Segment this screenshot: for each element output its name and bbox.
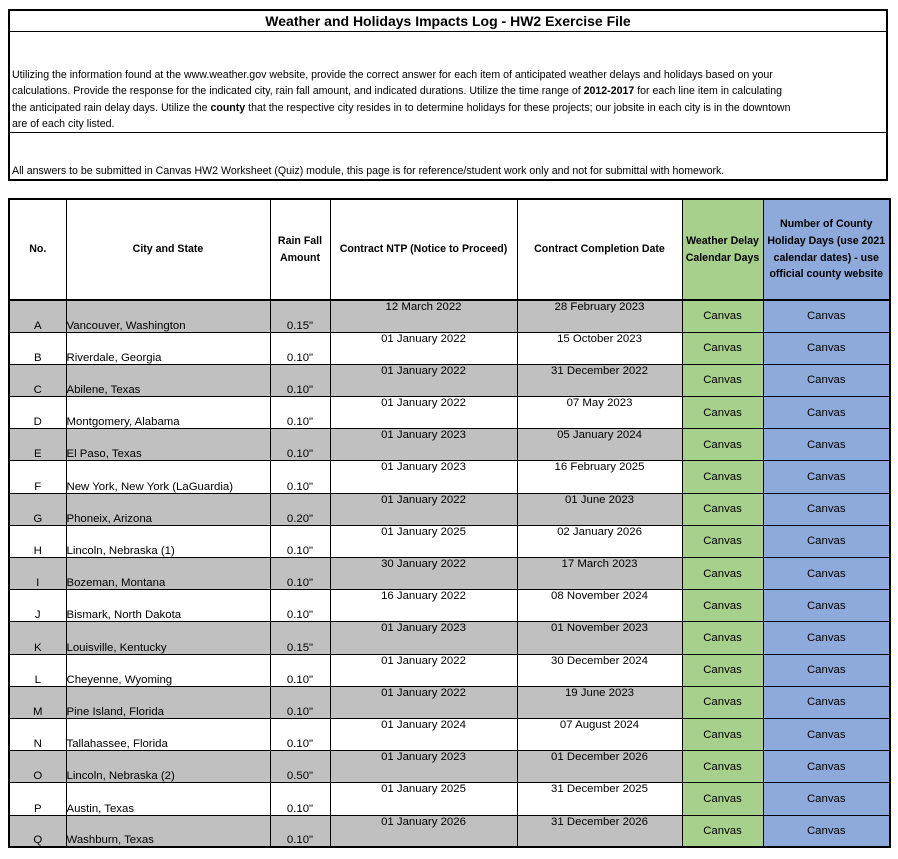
cell-weather-delay: Canvas	[682, 558, 763, 590]
instructions-line-1: Utilizing the information found at the www.weather.gov website, provide the correct answer for each item of anticipated weather delays and holidays based on your	[12, 69, 773, 81]
table-row	[9, 783, 890, 815]
instructions-line-3-end: that the respective city resides in to determine holidays for these projects; our jobsite in each city is in the downtown	[245, 101, 791, 114]
cell-holiday-days: Canvas	[763, 332, 890, 364]
cell-holiday-days: Canvas	[763, 558, 890, 590]
cell-no: D	[9, 397, 66, 429]
cell-rain: 0.10"	[270, 461, 330, 493]
table-row	[9, 429, 890, 461]
cell-ntp: 16 January 2022	[330, 590, 517, 622]
cell-completion: 01 June 2023	[517, 493, 682, 525]
cell-holiday-days: Canvas	[763, 815, 890, 847]
table-row	[9, 364, 890, 396]
header-no: No.	[9, 199, 66, 300]
cell-rain: 0.10"	[270, 718, 330, 750]
cell-weather-delay: Canvas	[682, 783, 763, 815]
cell-rain: 0.50"	[270, 751, 330, 783]
cell-no: G	[9, 493, 66, 525]
table-row	[9, 622, 890, 654]
cell-holiday-days: Canvas	[763, 461, 890, 493]
cell-ntp: 01 January 2022	[330, 686, 517, 718]
divider	[10, 132, 886, 133]
cell-holiday-days: Canvas	[763, 429, 890, 461]
cell-no: M	[9, 686, 66, 718]
cell-ntp: 01 January 2026	[330, 815, 517, 847]
cell-rain: 0.10"	[270, 397, 330, 429]
cell-holiday-days: Canvas	[763, 397, 890, 429]
cell-city: New York, New York (LaGuardia)	[66, 461, 270, 493]
instructions-line-2	[12, 83, 884, 99]
cell-completion: 31 December 2025	[517, 783, 682, 815]
header-city: City and State	[66, 199, 270, 300]
cell-rain: 0.15"	[270, 300, 330, 332]
cell-completion: 07 August 2024	[517, 718, 682, 750]
cell-city: Bozeman, Montana	[66, 558, 270, 590]
instructions-text	[12, 67, 884, 133]
cell-city: Tallahassee, Florida	[66, 718, 270, 750]
cell-city: Phoneix, Arizona	[66, 493, 270, 525]
cell-no: N	[9, 718, 66, 750]
table-header-row	[9, 199, 890, 300]
table-row	[9, 815, 890, 847]
cell-ntp: 01 January 2025	[330, 783, 517, 815]
cell-city: Bismark, North Dakota	[66, 590, 270, 622]
cell-city: El Paso, Texas	[66, 429, 270, 461]
cell-completion: 19 June 2023	[517, 686, 682, 718]
cell-ntp: 30 January 2022	[330, 558, 517, 590]
instructions-line-3	[12, 100, 884, 116]
header-ntp: Contract NTP (Notice to Proceed)	[330, 199, 517, 300]
impacts-log-table	[8, 198, 891, 848]
cell-rain: 0.10"	[270, 686, 330, 718]
cell-completion: 16 February 2025	[517, 461, 682, 493]
cell-completion: 08 November 2024	[517, 590, 682, 622]
cell-no: L	[9, 654, 66, 686]
cell-city: Lincoln, Nebraska (2)	[66, 751, 270, 783]
cell-holiday-days: Canvas	[763, 493, 890, 525]
cell-ntp: 01 January 2022	[330, 364, 517, 396]
cell-completion: 31 December 2026	[517, 815, 682, 847]
cell-no: P	[9, 783, 66, 815]
cell-holiday-days: Canvas	[763, 622, 890, 654]
cell-rain: 0.10"	[270, 429, 330, 461]
cell-no: I	[9, 558, 66, 590]
cell-no: C	[9, 364, 66, 396]
cell-weather-delay: Canvas	[682, 429, 763, 461]
cell-ntp: 01 January 2025	[330, 525, 517, 557]
cell-rain: 0.10"	[270, 525, 330, 557]
cell-holiday-days: Canvas	[763, 525, 890, 557]
instructions-line-4: are of each city listed.	[12, 118, 115, 131]
cell-no: F	[9, 461, 66, 493]
cell-city: Montgomery, Alabama	[66, 397, 270, 429]
cell-no: Q	[9, 815, 66, 847]
cell-completion: 31 December 2022	[517, 364, 682, 396]
cell-weather-delay: Canvas	[682, 654, 763, 686]
cell-no: B	[9, 332, 66, 364]
header-weather-delay: Weather Delay Calendar Days	[682, 199, 763, 300]
cell-city: Riverdale, Georgia	[66, 332, 270, 364]
table-row	[9, 558, 890, 590]
cell-weather-delay: Canvas	[682, 397, 763, 429]
county-emphasis: county	[210, 101, 246, 114]
cell-weather-delay: Canvas	[682, 686, 763, 718]
cell-ntp: 01 January 2022	[330, 397, 517, 429]
header-rain: Rain Fall Amount	[270, 199, 330, 300]
table-row	[9, 461, 890, 493]
cell-ntp: 12 March 2022	[330, 300, 517, 332]
cell-rain: 0.20"	[270, 493, 330, 525]
cell-city: Lincoln, Nebraska (1)	[66, 525, 270, 557]
table-row	[9, 751, 890, 783]
cell-ntp: 01 January 2022	[330, 654, 517, 686]
cell-weather-delay: Canvas	[682, 525, 763, 557]
cell-ntp: 01 January 2023	[330, 429, 517, 461]
table-row	[9, 493, 890, 525]
instructions-box	[8, 9, 888, 181]
cell-completion: 05 January 2024	[517, 429, 682, 461]
header-completion: Contract Completion Date	[517, 199, 682, 300]
cell-weather-delay: Canvas	[682, 815, 763, 847]
cell-city: Washburn, Texas	[66, 815, 270, 847]
cell-city: Austin, Texas	[66, 783, 270, 815]
instructions-line-2-end: for each line item in calculating	[634, 85, 783, 98]
cell-weather-delay: Canvas	[682, 461, 763, 493]
cell-ntp: 01 January 2024	[330, 718, 517, 750]
cell-ntp: 01 January 2022	[330, 493, 517, 525]
cell-city: Pine Island, Florida	[66, 686, 270, 718]
cell-completion: 01 December 2026	[517, 751, 682, 783]
cell-ntp: 01 January 2023	[330, 751, 517, 783]
cell-no: A	[9, 300, 66, 332]
cell-completion: 15 October 2023	[517, 332, 682, 364]
cell-rain: 0.10"	[270, 558, 330, 590]
cell-completion: 30 December 2024	[517, 654, 682, 686]
table-row	[9, 525, 890, 557]
cell-holiday-days: Canvas	[763, 590, 890, 622]
cell-completion: 07 May 2023	[517, 397, 682, 429]
cell-rain: 0.10"	[270, 332, 330, 364]
submission-note: All answers to be submitted in Canvas HW2 Worksheet (Quiz) module, this page is for reference/student work only and not for submittal with homework.	[12, 165, 725, 177]
cell-ntp: 01 January 2023	[330, 461, 517, 493]
table-row	[9, 300, 890, 332]
page-title: Weather and Holidays Impacts Log - HW2 Exercise File	[10, 11, 886, 32]
cell-no: K	[9, 622, 66, 654]
cell-city: Louisville, Kentucky	[66, 622, 270, 654]
cell-weather-delay: Canvas	[682, 493, 763, 525]
cell-holiday-days: Canvas	[763, 783, 890, 815]
cell-rain: 0.10"	[270, 364, 330, 396]
table-row	[9, 590, 890, 622]
cell-city: Cheyenne, Wyoming	[66, 654, 270, 686]
cell-rain: 0.10"	[270, 590, 330, 622]
cell-holiday-days: Canvas	[763, 300, 890, 332]
instructions-line-2-start: calculations. Provide the response for the indicated city, rain fall amount, and indicated durations. Utilize the time range of	[12, 85, 584, 98]
cell-completion: 17 March 2023	[517, 558, 682, 590]
table-row	[9, 332, 890, 364]
cell-city: Abilene, Texas	[66, 364, 270, 396]
cell-holiday-days: Canvas	[763, 686, 890, 718]
cell-holiday-days: Canvas	[763, 654, 890, 686]
table-row	[9, 686, 890, 718]
table-row	[9, 397, 890, 429]
table-row	[9, 654, 890, 686]
time-range-emphasis: 2012-2017	[583, 85, 635, 98]
cell-no: H	[9, 525, 66, 557]
cell-ntp: 01 January 2023	[330, 622, 517, 654]
cell-weather-delay: Canvas	[682, 622, 763, 654]
cell-ntp: 01 January 2022	[330, 332, 517, 364]
cell-weather-delay: Canvas	[682, 300, 763, 332]
cell-no: E	[9, 429, 66, 461]
cell-rain: 0.10"	[270, 654, 330, 686]
cell-completion: 28 February 2023	[517, 300, 682, 332]
cell-rain: 0.15"	[270, 622, 330, 654]
instructions-line-3-start: the anticipated rain delay days. Utilize the	[12, 101, 211, 114]
cell-holiday-days: Canvas	[763, 751, 890, 783]
cell-holiday-days: Canvas	[763, 364, 890, 396]
header-holiday-days: Number of County Holiday Days (use 2021 calendar dates) - use official county website	[763, 199, 890, 300]
cell-no: J	[9, 590, 66, 622]
cell-completion: 01 November 2023	[517, 622, 682, 654]
cell-weather-delay: Canvas	[682, 332, 763, 364]
cell-rain: 0.10"	[270, 783, 330, 815]
cell-weather-delay: Canvas	[682, 718, 763, 750]
cell-completion: 02 January 2026	[517, 525, 682, 557]
cell-weather-delay: Canvas	[682, 751, 763, 783]
cell-city: Vancouver, Washington	[66, 300, 270, 332]
cell-weather-delay: Canvas	[682, 590, 763, 622]
cell-weather-delay: Canvas	[682, 364, 763, 396]
cell-no: O	[9, 751, 66, 783]
table-row	[9, 718, 890, 750]
cell-holiday-days: Canvas	[763, 718, 890, 750]
cell-rain: 0.10"	[270, 815, 330, 847]
